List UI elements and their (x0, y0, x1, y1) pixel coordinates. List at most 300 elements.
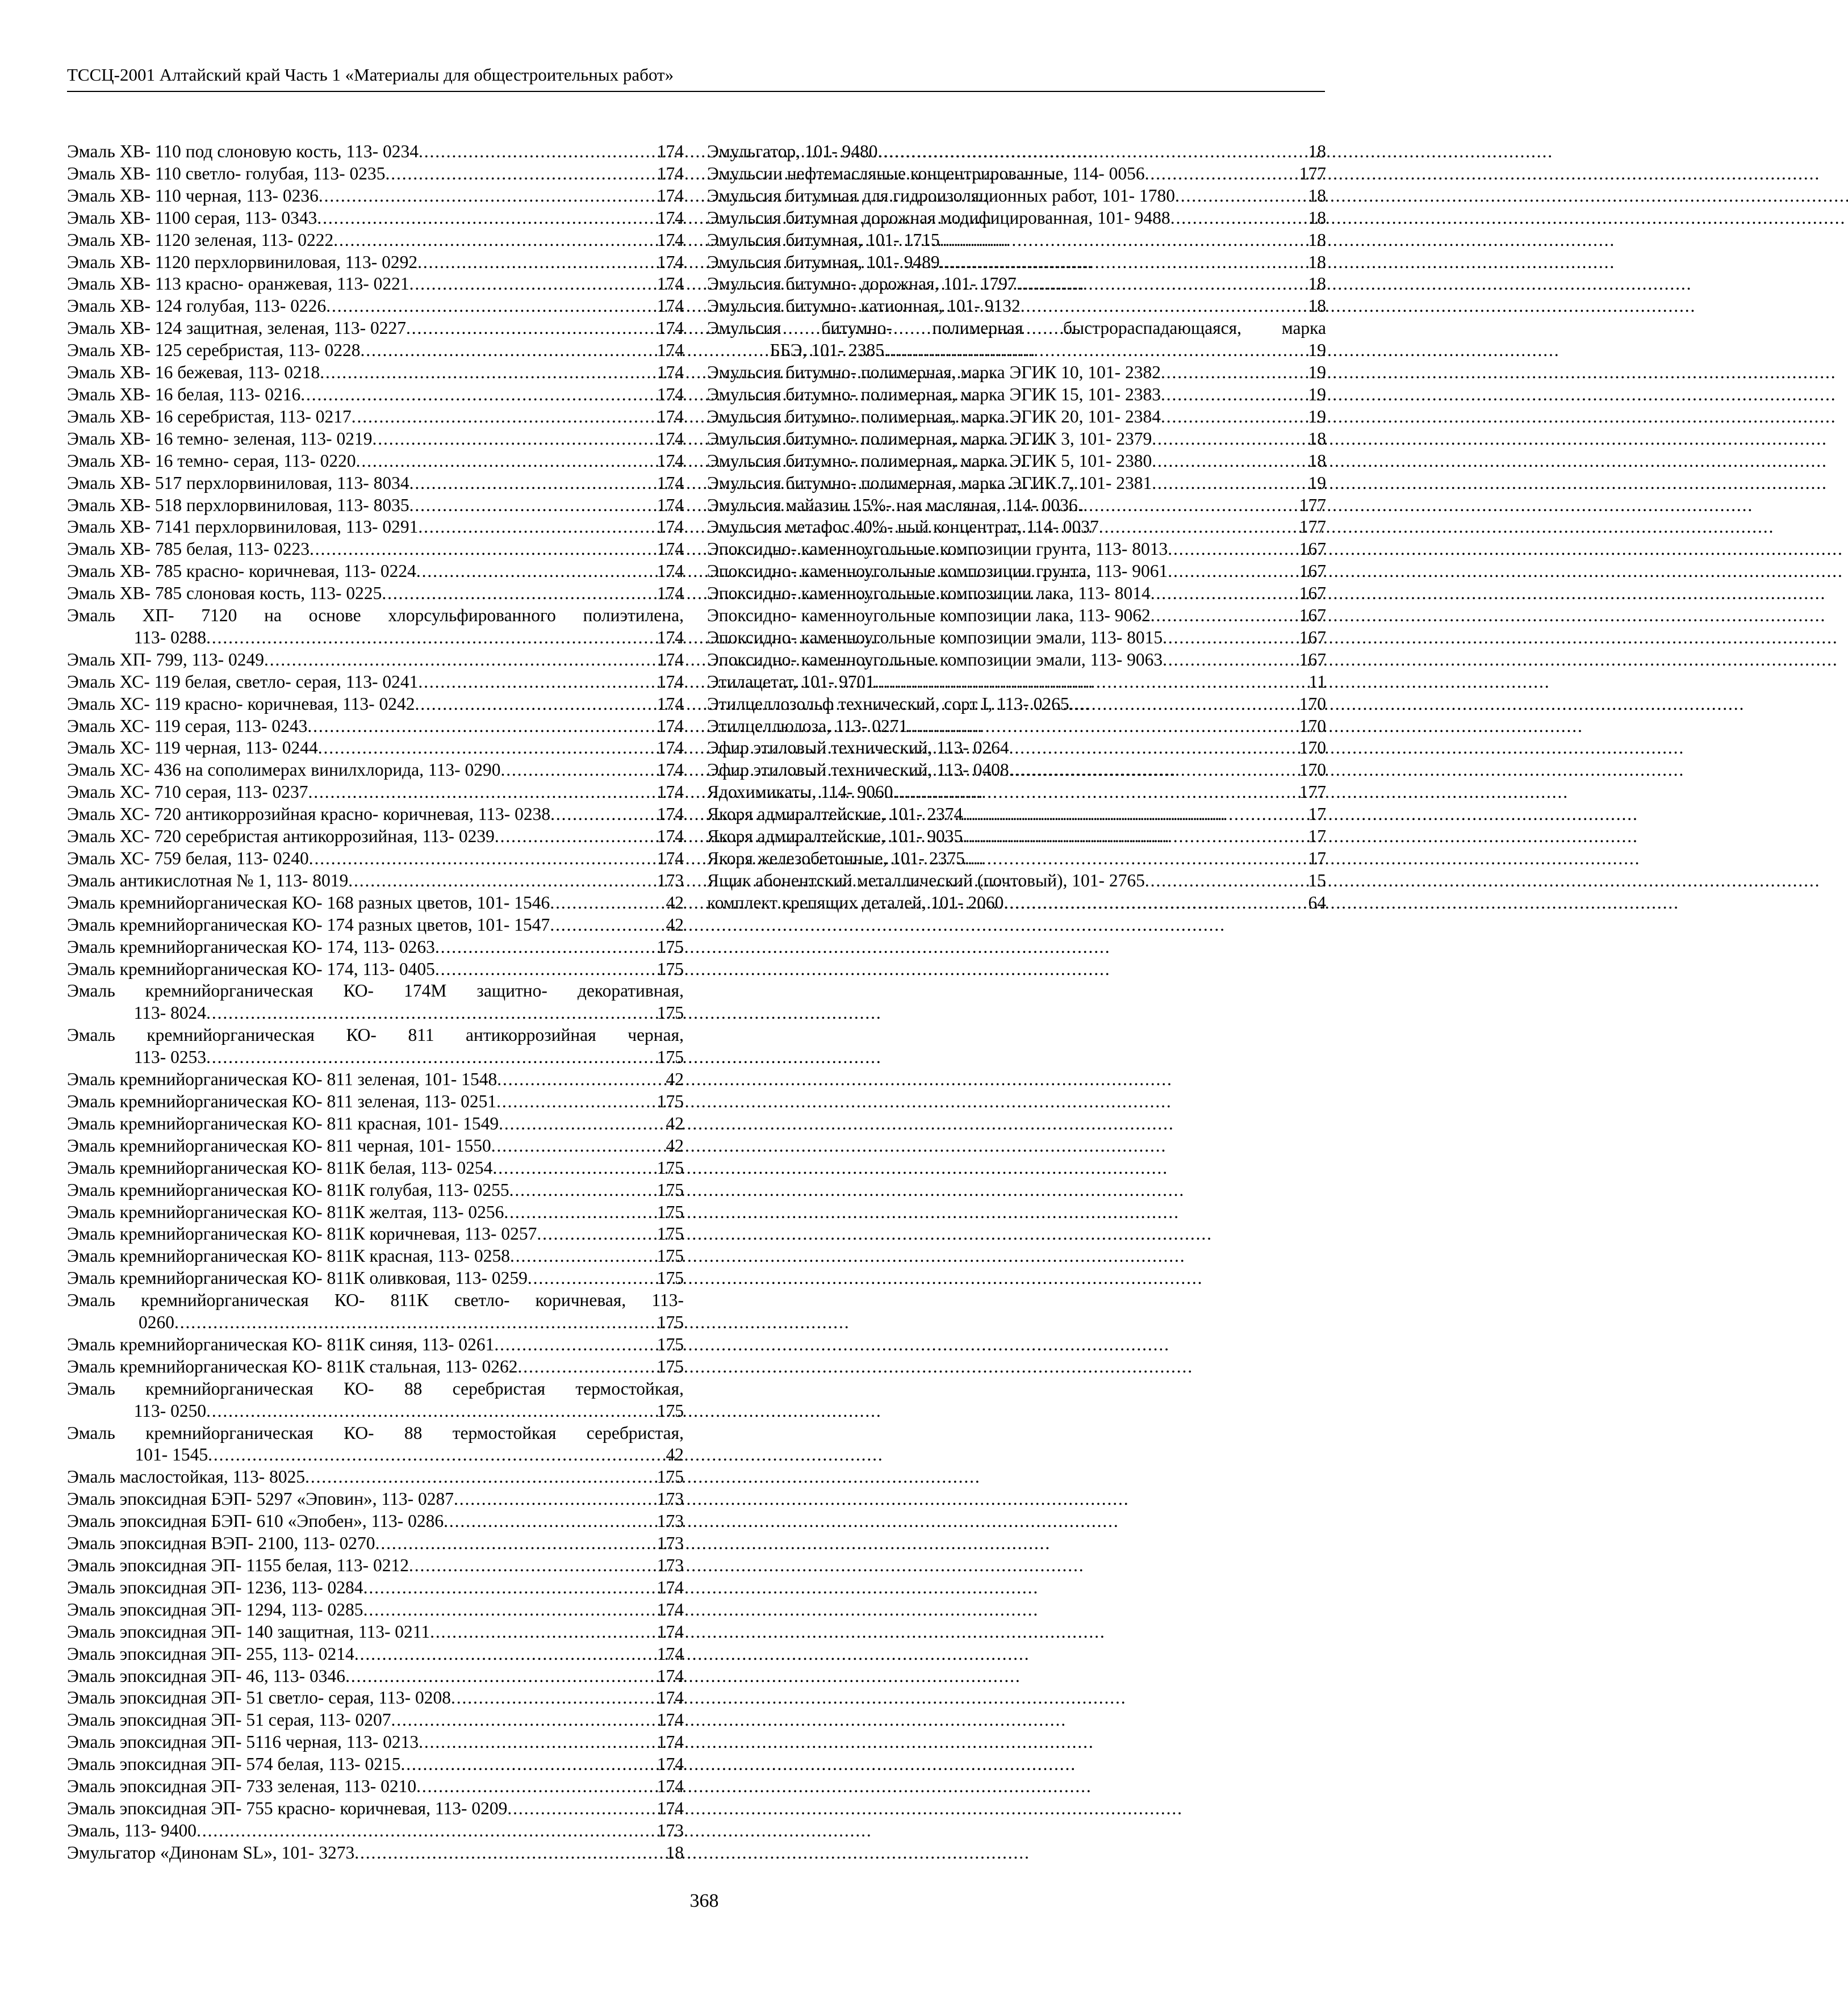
index-entry-line (67, 384, 684, 406)
dot-leader (416, 560, 656, 583)
index-entry-line (707, 406, 1326, 428)
index-entry-page: 174 (657, 1688, 684, 1708)
index-entry (67, 252, 684, 274)
index-entry (67, 693, 684, 715)
index-entry-page: 173 (657, 1511, 684, 1531)
dot-leader (300, 384, 656, 406)
dot-leader (320, 362, 655, 384)
dot-leader (206, 1002, 656, 1024)
index-entry-text: Эмульсия битумная, 101- 1715 (707, 229, 940, 250)
index-entry-text: Якоря железобетонные, 101- 2375 (707, 848, 965, 868)
dot-leader (1152, 428, 1307, 450)
dot-leader (318, 737, 656, 759)
dot-leader (495, 826, 656, 848)
index-entry (707, 185, 1326, 207)
index-entry-page: 174 (657, 1577, 684, 1597)
index-entry (707, 715, 1326, 738)
index-entry-line (67, 362, 684, 384)
index-entry-line (707, 671, 1326, 693)
index-entry (67, 295, 684, 317)
running-header: ТССЦ-2001 Алтайский край Часть 1 «Материалы для общестроительных работ» (67, 65, 674, 85)
index-entry (67, 1798, 684, 1820)
index-entry-page: 18 (1308, 450, 1326, 471)
index-entry-line (707, 715, 1326, 738)
index-entry-page: 170 (1299, 738, 1326, 758)
index-entry-page: 173 (657, 1489, 684, 1509)
index-entry (67, 1466, 684, 1488)
index-entry-continuation: 0260 (138, 1312, 174, 1333)
index-entry-line (67, 1842, 684, 1864)
index-entry-line (67, 1466, 684, 1488)
index-entry (67, 560, 684, 583)
dot-leader (451, 1687, 656, 1709)
index-entry (707, 649, 1326, 671)
dot-leader (196, 1820, 656, 1842)
index-entry-page: 18 (666, 1842, 684, 1863)
index-entry-line (67, 892, 684, 914)
index-column-right (707, 141, 1326, 914)
index-entry-page: 174 (657, 804, 684, 825)
index-entry-line (67, 781, 684, 804)
index-entry-line (707, 804, 1326, 826)
index-entry-text: Эмульсия битумно- катионная, 101- 9132 (707, 296, 1021, 316)
dot-leader (305, 1466, 656, 1488)
index-entry-line (67, 1510, 684, 1533)
index-entry-text: Эмаль ХВ- 785 белая, 113- 0223 (67, 539, 310, 559)
index-entry-line (707, 229, 1326, 252)
index-entry-text: Эмаль ХС- 119 черная, 113- 0244 (67, 738, 318, 758)
dot-leader (509, 1179, 656, 1202)
dot-leader (345, 1665, 656, 1688)
index-entry-page: 174 (657, 1621, 684, 1642)
index-entry (707, 693, 1326, 715)
index-entry (67, 715, 684, 738)
index-entry-page: 174 (657, 715, 684, 736)
index-entry-text: Эмаль ХП- 799, 113- 0249 (67, 649, 265, 669)
index-entry-text: Эмульсия битумная, 101- 9489 (707, 252, 940, 272)
index-entry-text: Эмаль эпоксидная ЭП- 5116 черная, 113- 0213 (67, 1732, 419, 1752)
index-entry (707, 252, 1326, 274)
index-entry-text: Эмаль ХВ- 16 серебристая, 113- 0217 (67, 406, 352, 426)
index-entry-text: Эмаль ХВ- 16 темно- серая, 113- 0220 (67, 450, 356, 471)
index-entry-page: 173 (657, 1533, 684, 1554)
index-entry-line (67, 141, 684, 163)
index-entry-text: Эмаль ХВ- 110 светло- голубая, 113- 0235 (67, 163, 386, 183)
index-entry-text: Эмаль кремнийорганическая КО- 811К желтая, 113- 0256 (67, 1202, 504, 1222)
index-entry-continuation: 101- 1545 (135, 1445, 208, 1465)
index-entry-line (67, 1488, 684, 1510)
index-entry-page: 174 (657, 1732, 684, 1752)
dot-leader (326, 295, 656, 317)
index-entry (67, 1024, 684, 1069)
index-entry-page: 174 (657, 539, 684, 559)
index-entry-text: Эфир этиловый технический, 113- 0264 (707, 738, 1009, 758)
index-entry-text: Эмульсия битумно- полимерная, марка ЭГИК 10, 101- 2382 (707, 362, 1161, 383)
index-entry (67, 185, 684, 207)
index-entry (67, 1202, 684, 1224)
index-entry-line (67, 252, 684, 274)
index-entry (67, 1290, 684, 1334)
index-entry (707, 207, 1326, 229)
dot-leader (416, 1776, 656, 1798)
index-entry-text: Эмаль кремнийорганическая КО- 88 термостойкая серебристая, (67, 1422, 684, 1443)
index-entry-page: 19 (1308, 384, 1326, 404)
index-entry-text: Эмульсия метафос 40%- ный концентрат, 114- 0037 (707, 517, 1099, 537)
index-entry-page: 177 (1299, 782, 1326, 802)
index-entry-page: 174 (657, 627, 684, 647)
index-entry-page: 174 (657, 1643, 684, 1664)
index-entry-page: 174 (657, 274, 684, 294)
index-entry-line (707, 826, 1326, 848)
index-entry-line (67, 671, 684, 693)
index-entry-page: 175 (657, 1003, 684, 1023)
index-entry (67, 870, 684, 892)
index-entry-line (707, 627, 1326, 649)
index-entry-page: 174 (657, 318, 684, 338)
index-entry (707, 406, 1326, 428)
index-entry (707, 428, 1326, 450)
index-entry (707, 141, 1326, 163)
index-entry-text: Эмаль ХВ- 518 перхлорвиниловая, 113- 8035 (67, 495, 409, 515)
dot-leader (419, 1731, 656, 1754)
index-entry-line (67, 1157, 684, 1179)
index-entry (67, 980, 684, 1024)
index-entry-text: Эмульсия битумная для гидроизоляционных работ, 101- 1780 (707, 185, 1175, 206)
index-entry-text: Эфир этиловый технический, 113- 0408 (707, 760, 1009, 780)
index-entry-page: 173 (657, 870, 684, 890)
dot-leader (1069, 693, 1298, 715)
index-entry-text: Эмульсия битумно- полимерная, марка ЭГИК 5, 101- 2380 (707, 450, 1152, 471)
index-entry-text: Эмаль эпоксидная ЭП- 46, 113- 0346 (67, 1665, 346, 1686)
index-entry (67, 1754, 684, 1776)
index-entry-line (67, 1245, 684, 1267)
index-entry-line (707, 295, 1326, 317)
dot-leader (1163, 627, 1298, 649)
index-entry-text: Эмаль ХВ- 16 темно- зеленая, 113- 0219 (67, 428, 373, 449)
index-entry-text: комплект крепящих деталей, 101- 2060 (707, 892, 1004, 913)
index-entry (67, 1334, 684, 1356)
index-entry-page: 167 (1299, 649, 1326, 669)
index-entry-page: 42 (666, 1445, 684, 1465)
index-entry-text: Эмаль ХВ- 1100 серая, 113- 0343 (67, 207, 317, 228)
index-entry (707, 892, 1326, 914)
dot-leader (494, 1334, 655, 1356)
index-entry-line (67, 1113, 684, 1135)
index-entry-line (707, 207, 1326, 229)
index-entry-line (67, 1533, 684, 1555)
dot-leader (496, 1091, 656, 1113)
index-entry (67, 826, 684, 848)
index-entry-text: Якоря адмиралтейские, 101- 2374 (707, 804, 963, 825)
dot-leader (206, 627, 656, 649)
index-entry-page: 174 (657, 495, 684, 515)
index-entry-page: 19 (1308, 472, 1326, 493)
index-entry-page: 174 (657, 384, 684, 404)
index-entry-line (707, 870, 1326, 892)
index-entry (707, 229, 1326, 252)
index-entry-page: 18 (1308, 185, 1326, 206)
index-entry (67, 340, 684, 362)
dot-leader (361, 340, 656, 362)
index-entry-text: Эмульсия битумно- полимерная, марка ЭГИК 3, 101- 2379 (707, 428, 1152, 449)
index-entry-page: 167 (1299, 627, 1326, 647)
index-entry-text: Эмаль эпоксидная БЭП- 610 «Эпобен», 113- 0286 (67, 1511, 444, 1531)
index-entry-page: 18 (1308, 252, 1326, 272)
index-entry (707, 870, 1326, 892)
dot-leader (877, 141, 1307, 163)
index-entry (67, 428, 684, 450)
index-entry-page: 42 (666, 1135, 684, 1156)
index-entry-line (67, 1665, 684, 1688)
index-entry (67, 472, 684, 495)
index-entry-continuation: 113- 0253 (133, 1047, 207, 1068)
index-entry (707, 495, 1326, 517)
index-entry-line (67, 406, 684, 428)
dot-leader (507, 1798, 655, 1820)
index-entry-page: 174 (657, 472, 684, 493)
dot-leader (1145, 870, 1307, 892)
dot-leader (499, 1113, 664, 1135)
dot-leader (386, 163, 656, 185)
index-entry-line (67, 185, 684, 207)
index-entry-page: 177 (1299, 517, 1326, 537)
index-entry-page: 18 (1308, 229, 1326, 250)
index-entry-page: 174 (657, 760, 684, 780)
index-entry-line (67, 1312, 684, 1334)
index-entry (67, 804, 684, 826)
index-entry-text: Эпоксидно- каменноугольные композиции грунта, 113- 8013 (707, 539, 1168, 559)
index-entry-line (707, 516, 1326, 538)
dot-leader (375, 1533, 656, 1555)
index-entry-text: Эмаль ХВ- 125 серебристая, 113- 0228 (67, 340, 361, 361)
index-entry-text: Эпоксидно- каменноугольные композиции эмали, 113- 9063 (707, 649, 1163, 669)
dot-leader (317, 207, 655, 229)
index-entry-line (67, 538, 684, 560)
dot-leader (354, 1643, 656, 1665)
index-entry-line (67, 1798, 684, 1820)
index-entry-page: 174 (657, 252, 684, 272)
index-entry-page: 175 (657, 1467, 684, 1487)
index-entry-page: 174 (657, 207, 684, 228)
index-entry-line (707, 693, 1326, 715)
index-entry (67, 1422, 684, 1467)
index-entry-text: Эмаль кремнийорганическая КО- 174 разных цветов, 101- 1547 (67, 914, 550, 935)
index-entry-text: Этилцеллюлоза, 113- 0271 (707, 715, 908, 736)
index-entry-line (67, 1643, 684, 1665)
index-entry (67, 317, 684, 340)
dot-leader (1168, 538, 1298, 560)
index-entry (67, 362, 684, 384)
dot-leader (363, 1577, 656, 1599)
dot-leader (1021, 295, 1307, 317)
index-entry-text: Эмаль кремнийорганическая КО- 88 серебристая термостойкая, (67, 1378, 684, 1399)
index-entry-text: Эмаль ХВ- 113 красно- оранжевая, 113- 0221 (67, 274, 409, 294)
index-entry-page: 170 (1299, 760, 1326, 780)
index-entry-text: Эпоксидно- каменноугольные композиции эмали, 113- 8015 (707, 627, 1163, 647)
dot-leader (435, 959, 656, 981)
index-entry (707, 804, 1326, 826)
dot-leader (417, 252, 656, 274)
index-entry-text: Эпоксидно- каменноугольные композиции лака, 113- 8014 (707, 583, 1151, 604)
dot-leader (550, 804, 656, 826)
index-entry-text: Эмаль ХВ- 785 слоновая кость, 113- 0225 (67, 583, 382, 604)
index-entry-page: 18 (1308, 274, 1326, 294)
index-entry-text: Эмаль кремнийорганическая КО- 811К оливковая, 113- 0259 (67, 1268, 528, 1288)
index-entry (67, 1687, 684, 1709)
index-entry-text: Ядохимикаты, 114- 9060 (707, 782, 893, 802)
index-entry-page: 174 (657, 826, 684, 847)
index-entry-line (67, 693, 684, 715)
index-entry-text: Эмаль кремнийорганическая КО- 811 зеленая, 101- 1548 (67, 1069, 497, 1090)
index-entry-page: 174 (657, 163, 684, 183)
index-entry (707, 671, 1326, 693)
index-entry-text: Эмаль ХС- 710 серая, 113- 0237 (67, 782, 308, 802)
dot-leader (528, 1267, 656, 1290)
index-entry-text: Эмаль кремнийорганическая КО- 174, 113- 0405 (67, 959, 435, 979)
index-entry (67, 516, 684, 538)
index-entry-line (707, 848, 1326, 870)
index-entry-text: Эмаль ХВ- 7141 перхлорвиниловая, 113- 0291 (67, 517, 419, 537)
index-entry-line (67, 649, 684, 671)
dot-leader (1151, 605, 1298, 627)
index-entry (707, 163, 1326, 185)
dot-leader (510, 1245, 656, 1267)
dot-leader (500, 759, 655, 781)
index-entry (67, 1709, 684, 1731)
index-entry-page: 174 (657, 517, 684, 537)
index-entry-text: Эмульсии нефтемасляные концентрированные, 114- 0056 (707, 163, 1145, 183)
index-entry-page: 18 (1308, 207, 1326, 228)
index-entry-text: Эмаль ХС- 720 антикоррозийная красно- коричневая, 113- 0238 (67, 804, 551, 825)
index-entry-page: 174 (657, 185, 684, 206)
index-entry (67, 1731, 684, 1754)
index-entry-line (67, 1069, 684, 1091)
dot-leader (1168, 560, 1298, 583)
index-entry-text: Эмаль эпоксидная ЭП- 755 красно- коричневая, 113- 0209 (67, 1798, 508, 1818)
index-entry (67, 892, 684, 914)
index-entry-page: 19 (1308, 340, 1326, 361)
index-entry-line (67, 1400, 684, 1422)
index-entry-line (67, 1687, 684, 1709)
index-entry-page: 175 (657, 936, 684, 957)
index-entry (67, 1223, 684, 1245)
index-entry-line (67, 936, 684, 959)
index-entry-page: 174 (657, 1665, 684, 1686)
index-entry-text: Эмаль ХП- 7120 на основе хлорсульфированного полиэтилена, (67, 605, 684, 626)
dot-leader (1017, 273, 1307, 295)
index-entry-line (67, 759, 684, 781)
index-entry-line (67, 1555, 684, 1577)
index-entry (67, 1510, 684, 1533)
index-entry-page: 167 (1299, 561, 1326, 581)
index-entry-line (67, 1731, 684, 1754)
dot-leader (1152, 472, 1307, 495)
index-entry-page: 174 (657, 671, 684, 692)
index-entry (67, 649, 684, 671)
index-entry (67, 1643, 684, 1665)
index-entry-page: 173 (657, 1820, 684, 1840)
index-entry-line (707, 759, 1326, 781)
index-entry-line (707, 428, 1326, 450)
dot-leader (1004, 892, 1307, 914)
index-entry-line (67, 560, 684, 583)
index-entry (67, 914, 684, 936)
index-entry-page: 11 (1308, 671, 1326, 692)
dot-leader (310, 538, 656, 560)
index-entry-page: 17 (1308, 804, 1326, 825)
index-entry-text: Эмаль ХС- 119 серая, 113- 0243 (67, 715, 308, 736)
index-entry-text: Этилцеллозольф технический, сорт I, 113- 0265 (707, 693, 1069, 714)
index-entry-text: Эмаль ХС- 720 серебристая антикоррозийная, 113- 0239 (67, 826, 495, 847)
index-entry-continuation: 113- 0288 (133, 627, 207, 647)
index-entry-line (67, 1223, 684, 1245)
index-entry-line (67, 295, 684, 317)
dot-leader (354, 1842, 664, 1864)
index-entry-line (67, 495, 684, 517)
index-entry-text: Эмаль кремнийорганическая КО- 174М защитно- декоративная, (67, 981, 684, 1001)
index-entry (707, 781, 1326, 804)
dot-leader (1161, 406, 1307, 428)
dot-leader (435, 936, 656, 959)
index-entry-line (67, 826, 684, 848)
index-entry-page: 175 (657, 1224, 684, 1244)
index-entry-text: Эмаль антикислотная № 1, 113- 8019 (67, 870, 349, 890)
dot-leader (206, 1400, 656, 1422)
index-entry-line (707, 560, 1326, 583)
dot-leader (550, 892, 664, 914)
dot-leader (1163, 649, 1298, 671)
index-entry-page: 167 (1299, 605, 1326, 626)
index-entry (67, 1776, 684, 1798)
index-entry (67, 1157, 684, 1179)
index-entry-text: Эмаль ХВ- 16 бежевая, 113- 0218 (67, 362, 320, 383)
index-entry-text: Эмаль эпоксидная ЭП- 140 защитная, 113- 0211 (67, 1621, 430, 1642)
index-entry (707, 273, 1326, 295)
index-entry-line (67, 450, 684, 472)
index-entry-text: Эмаль кремнийорганическая КО- 811 красная, 101- 1549 (67, 1113, 499, 1133)
index-entry-page: 174 (657, 406, 684, 426)
index-entry (707, 538, 1326, 560)
index-entry-text: Эмаль эпоксидная ЭП- 51 серая, 113- 0207 (67, 1710, 391, 1730)
dot-leader (893, 781, 1298, 804)
index-entry (67, 1356, 684, 1378)
index-entry-page: 174 (657, 428, 684, 449)
dot-leader (208, 1444, 664, 1466)
dot-leader (409, 495, 656, 517)
index-entry-line (67, 1047, 684, 1069)
index-entry-page: 174 (657, 141, 684, 161)
index-entry-page: 174 (657, 450, 684, 471)
index-entry (707, 295, 1326, 317)
index-entry-page: 174 (657, 1599, 684, 1619)
index-entry-line (707, 163, 1326, 185)
dot-leader (373, 428, 656, 450)
index-entry-text: Эмаль эпоксидная ВЭП- 2100, 113- 0270 (67, 1533, 375, 1554)
index-entry-page: 175 (657, 1091, 684, 1111)
index-entry-line (707, 273, 1326, 295)
dot-leader (875, 671, 1308, 693)
index-entry-line (707, 141, 1326, 163)
index-entry-text: Эмаль эпоксидная ЭП- 1294, 113- 0285 (67, 1599, 363, 1619)
index-entry-line (707, 538, 1326, 560)
index-entry-text: Эмаль кремнийорганическая КО- 811К синяя, 113- 0261 (67, 1334, 495, 1354)
index-entry-page: 18 (1308, 141, 1326, 161)
index-entry-page: 64 (1308, 892, 1326, 913)
dot-leader (415, 693, 655, 715)
index-entry-page: 174 (657, 1798, 684, 1818)
index-entry-line (67, 1709, 684, 1731)
dot-leader (308, 781, 656, 804)
